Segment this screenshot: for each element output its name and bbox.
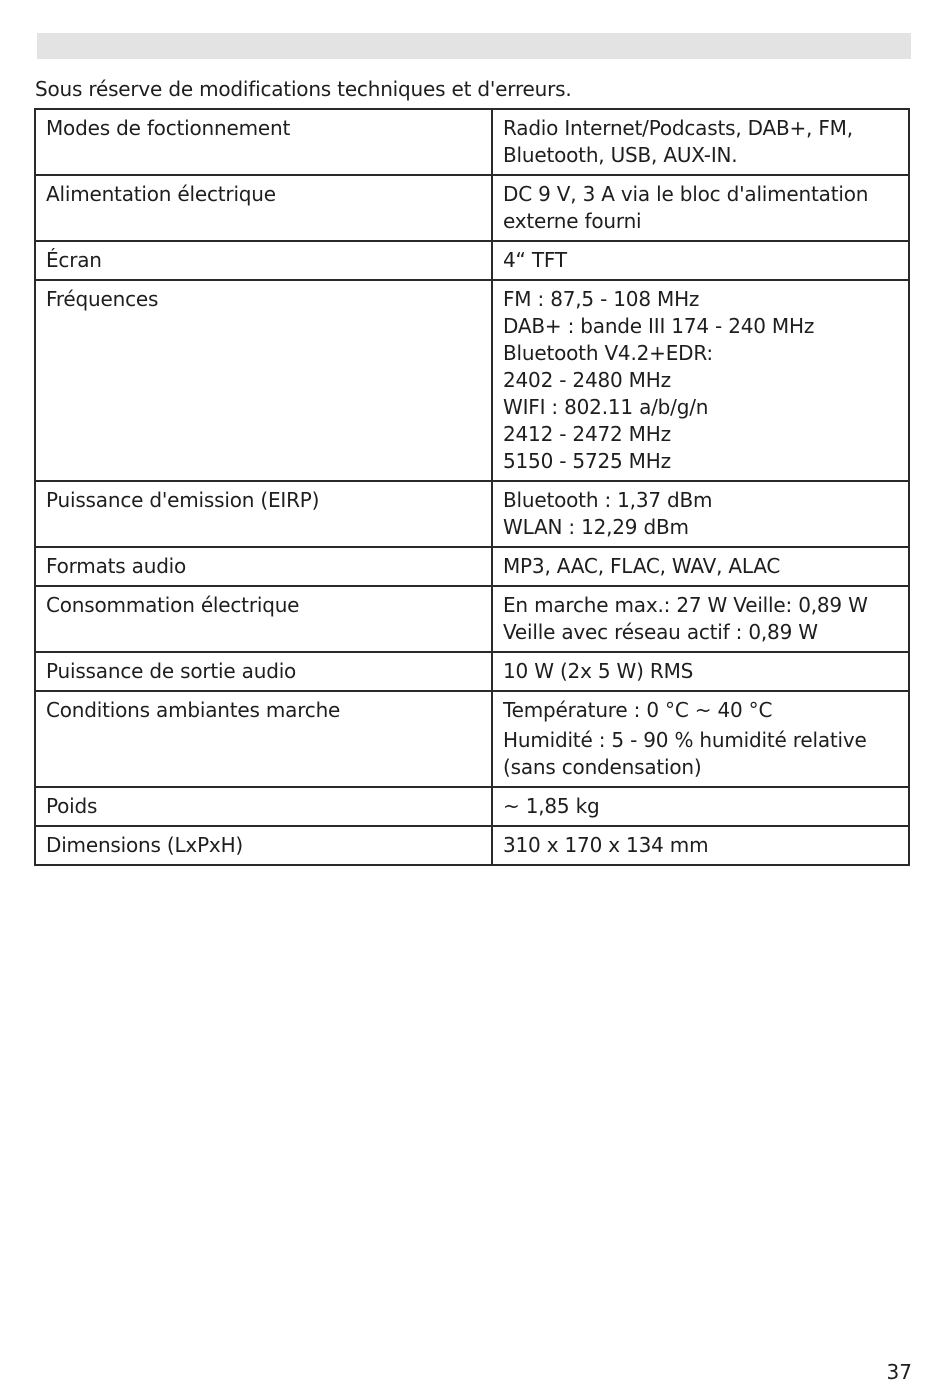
spec-value-line: 5150 - 5725 MHz [503, 449, 671, 473]
spec-label: Puissance de sortie audio [35, 652, 492, 691]
spec-label: Formats audio [35, 547, 492, 586]
table-row [35, 586, 909, 652]
spec-value-line: 2402 - 2480 MHz [503, 368, 671, 392]
spec-label: Poids [35, 787, 492, 826]
spec-value-line: 2412 - 2472 MHz [503, 422, 671, 446]
spec-value-line: 10 W (2x 5 W) RMS [503, 659, 694, 683]
spec-value [492, 826, 909, 865]
table-row [35, 547, 909, 586]
table-row [35, 826, 909, 865]
spec-value-line: En marche max.: 27 W Veille: 0,89 W [503, 593, 868, 617]
spec-value-line: DC 9 V, 3 A via le bloc d'alimentation [503, 182, 869, 206]
table-row [35, 109, 909, 175]
spec-value [492, 280, 909, 481]
table-row [35, 691, 909, 787]
spec-label: Fréquences [35, 280, 492, 481]
spec-value [492, 586, 909, 652]
spec-label: Puissance d'emission (EIRP) [35, 481, 492, 547]
spec-value-line: Humidité : 5 - 90 % humidité relative [503, 728, 867, 752]
spec-value-line: ~ 1,85 kg [503, 794, 600, 818]
spec-label: Alimentation électrique [35, 175, 492, 241]
spec-label: Modes de foctionnement [35, 109, 492, 175]
spec-value-line: externe fourni [503, 209, 642, 233]
spec-value-line: WIFI : 802.11 a/b/g/n [503, 395, 709, 419]
disclaimer-text: Sous réserve de modifications techniques et d'erreurs. [35, 77, 572, 101]
spec-value [492, 241, 909, 280]
spec-value-line: FM : 87,5 - 108 MHz [503, 287, 700, 311]
table-row [35, 787, 909, 826]
table-row [35, 280, 909, 481]
spec-value-line: Radio Internet/Podcasts, DAB+, FM, [503, 116, 853, 140]
spec-label: Conditions ambiantes marche [35, 691, 492, 787]
specifications-table [34, 108, 910, 866]
spec-label: Dimensions (LxPxH) [35, 826, 492, 865]
spec-label: Écran [35, 241, 492, 280]
table-row [35, 175, 909, 241]
spec-value-line: 4“ TFT [503, 248, 567, 272]
table-row [35, 652, 909, 691]
spec-label: Consommation électrique [35, 586, 492, 652]
spec-value-line: WLAN : 12,29 dBm [503, 515, 689, 539]
spec-value [492, 175, 909, 241]
spec-value [492, 652, 909, 691]
spec-value-line: 310 x 170 x 134 mm [503, 833, 709, 857]
spec-value-line: MP3, AAC, FLAC, WAV, ALAC [503, 554, 781, 578]
spec-value-line: Veille avec réseau actif : 0,89 W [503, 620, 818, 644]
spec-value-line: DAB+ : bande III 174 - 240 MHz [503, 314, 815, 338]
spec-value [492, 691, 909, 787]
spec-value-line: (sans condensation) [503, 755, 702, 779]
spec-value-line: Bluetooth : 1,37 dBm [503, 488, 713, 512]
spec-value [492, 787, 909, 826]
page-number: 37 [886, 1360, 912, 1384]
spec-value-line: Température : 0 °C ~ 40 °C [503, 698, 773, 722]
header-bar [37, 33, 911, 59]
spec-value [492, 547, 909, 586]
table-row [35, 241, 909, 280]
spec-value [492, 481, 909, 547]
spec-value-line: Bluetooth V4.2+EDR: [503, 341, 713, 365]
spec-value-line: Bluetooth, USB, AUX-IN. [503, 143, 738, 167]
spec-value [492, 109, 909, 175]
specifications-table-body [35, 109, 909, 865]
table-row [35, 481, 909, 547]
